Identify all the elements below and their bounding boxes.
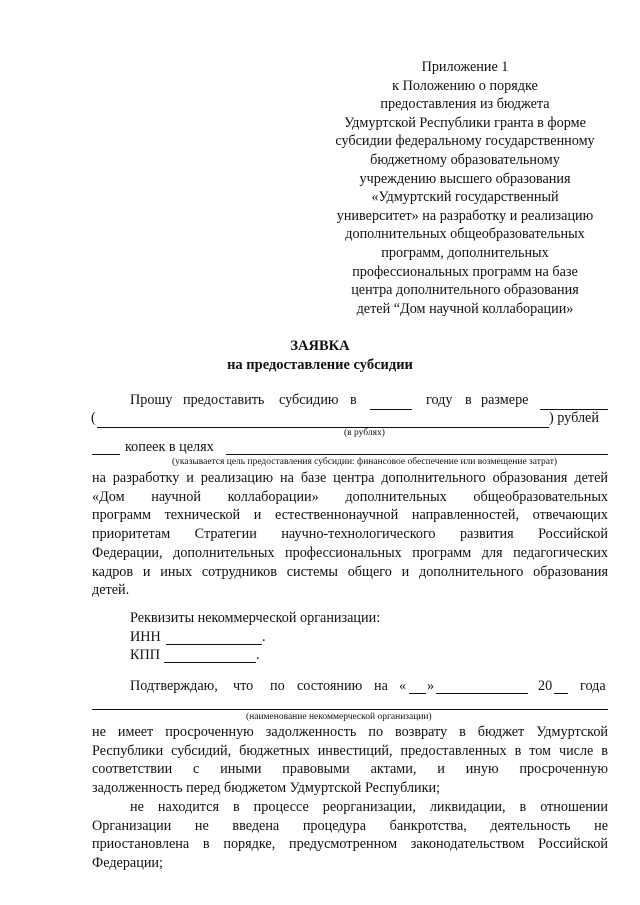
paragraph-reorganization bbox=[92, 798, 608, 873]
paragraph-line: Организации не введена процедура банкротства, деятельность не bbox=[92, 817, 608, 834]
inn-label: ИНН bbox=[130, 629, 161, 645]
request-word: в bbox=[350, 392, 357, 408]
paragraph-debt bbox=[92, 723, 608, 798]
document-subtitle: на предоставление субсидии bbox=[227, 357, 413, 373]
paragraph-line: не имеет просроченную задолженность по возврату в бюджет Удмуртской bbox=[92, 724, 608, 740]
appendix-line: «Удмуртский государственный bbox=[371, 189, 559, 206]
kpp-blank[interactable] bbox=[164, 662, 256, 663]
year-prefix: 20 bbox=[538, 678, 553, 694]
request-word: размере bbox=[481, 392, 529, 408]
appendix-line: профессиональных программ на базе bbox=[352, 263, 578, 280]
request-word: в bbox=[465, 392, 472, 408]
appendix-line: Удмуртской Республики гранта в форме bbox=[344, 114, 586, 131]
org-name-hint: (наименование некоммерческой организации) bbox=[246, 712, 432, 722]
appendix-line: к Положению о порядке bbox=[392, 77, 538, 94]
confirm-word: что bbox=[233, 678, 254, 694]
appendix-line: Приложение 1 bbox=[421, 59, 509, 75]
year-blank[interactable] bbox=[370, 409, 412, 410]
paragraph-line: Республики субсидий, бюджетных инвестиций, предоставленных в том числе в bbox=[92, 742, 608, 759]
inn-end: . bbox=[262, 629, 266, 645]
month-blank[interactable] bbox=[436, 693, 528, 694]
request-word: году bbox=[426, 392, 453, 408]
appendix-line: предоставления из бюджета bbox=[380, 96, 550, 113]
appendix-line: учреждению высшего образования bbox=[359, 170, 571, 187]
year-suffix-blank[interactable] bbox=[554, 693, 568, 694]
appendix-line: университет» на разработку и реализацию bbox=[336, 207, 594, 224]
kpp-label: КПП bbox=[130, 647, 160, 663]
request-word: Прошу bbox=[130, 392, 173, 408]
appendix-line: дополнительных общеобразовательных bbox=[345, 226, 585, 243]
paragraph-line: соответствии с иными правовыми актами, и иную просроченную bbox=[92, 761, 608, 778]
purpose-blank[interactable] bbox=[226, 454, 608, 455]
rubles-hint: (в рублях) bbox=[344, 428, 385, 438]
day-blank[interactable] bbox=[409, 693, 426, 694]
paragraph-line: «Дом научной коллаборации» дополнительных общеобразовательных bbox=[92, 488, 608, 505]
paragraph-line: кадров и иных сотрудников системы общего и дополнительного образования bbox=[92, 563, 608, 580]
appendix-line: центра дополнительного образования bbox=[351, 282, 579, 299]
paragraph-line: не находится в процессе реорганизации, ликвидации, в отношении bbox=[130, 799, 608, 815]
inn-blank[interactable] bbox=[166, 644, 262, 645]
confirm-word: года bbox=[580, 678, 606, 694]
purpose-hint: (указывается цель предоставления субсидии: финансовое обеспечение или возмещение затрат) bbox=[172, 457, 558, 467]
appendix-line: субсидии федеральному государственному bbox=[335, 133, 595, 150]
appendix-line: бюджетному образовательному bbox=[370, 151, 560, 168]
paragraph-line: детей. bbox=[92, 582, 130, 599]
confirm-word: по bbox=[270, 678, 285, 694]
org-name-blank[interactable] bbox=[92, 709, 608, 710]
date-quote-open: « bbox=[399, 678, 407, 694]
paragraph-line: Федерации; bbox=[92, 855, 163, 872]
date-quote-close: » bbox=[427, 678, 435, 694]
document-title: ЗАЯВКА bbox=[290, 338, 350, 354]
confirm-word: состоянию bbox=[297, 678, 363, 694]
paragraph-line: Федерации, дополнительных профессиональных программ для педагогических bbox=[92, 544, 608, 561]
open-paren: ( bbox=[91, 410, 96, 426]
appendix-header bbox=[300, 58, 630, 318]
requisites-heading: Реквизиты некоммерческой организации: bbox=[130, 610, 381, 626]
paragraph-line: приостановлена в порядке, предусмотренном законодательством Российской bbox=[92, 836, 608, 853]
paragraph-line: на разработку и реализацию на базе центра дополнительного образования детей bbox=[92, 470, 608, 486]
request-word: субсидию bbox=[279, 392, 339, 408]
paragraph-line: приоритетам Стратегии научно-технологического развития Российской bbox=[92, 526, 608, 543]
rubles-label: ) рублей bbox=[549, 410, 599, 426]
appendix-line: программ, дополнительных bbox=[381, 244, 549, 261]
appendix-line: детей “Дом научной коллаборации» bbox=[356, 300, 574, 317]
amount-words-blank[interactable] bbox=[97, 427, 549, 428]
confirm-word: Подтверждаю, bbox=[130, 678, 218, 694]
request-word: предоставить bbox=[183, 392, 265, 408]
paragraph-line: задолженность перед бюджетом Удмуртской Республики; bbox=[92, 780, 441, 797]
kopecks-label: копеек в целях bbox=[125, 439, 214, 455]
confirm-word: на bbox=[374, 678, 388, 694]
kpp-end: . bbox=[256, 647, 260, 663]
paragraph-line: программ технической и естественнонаучной направленностей, отвечающих bbox=[92, 507, 608, 524]
kopecks-blank[interactable] bbox=[92, 454, 120, 455]
paragraph-purpose bbox=[92, 469, 608, 600]
